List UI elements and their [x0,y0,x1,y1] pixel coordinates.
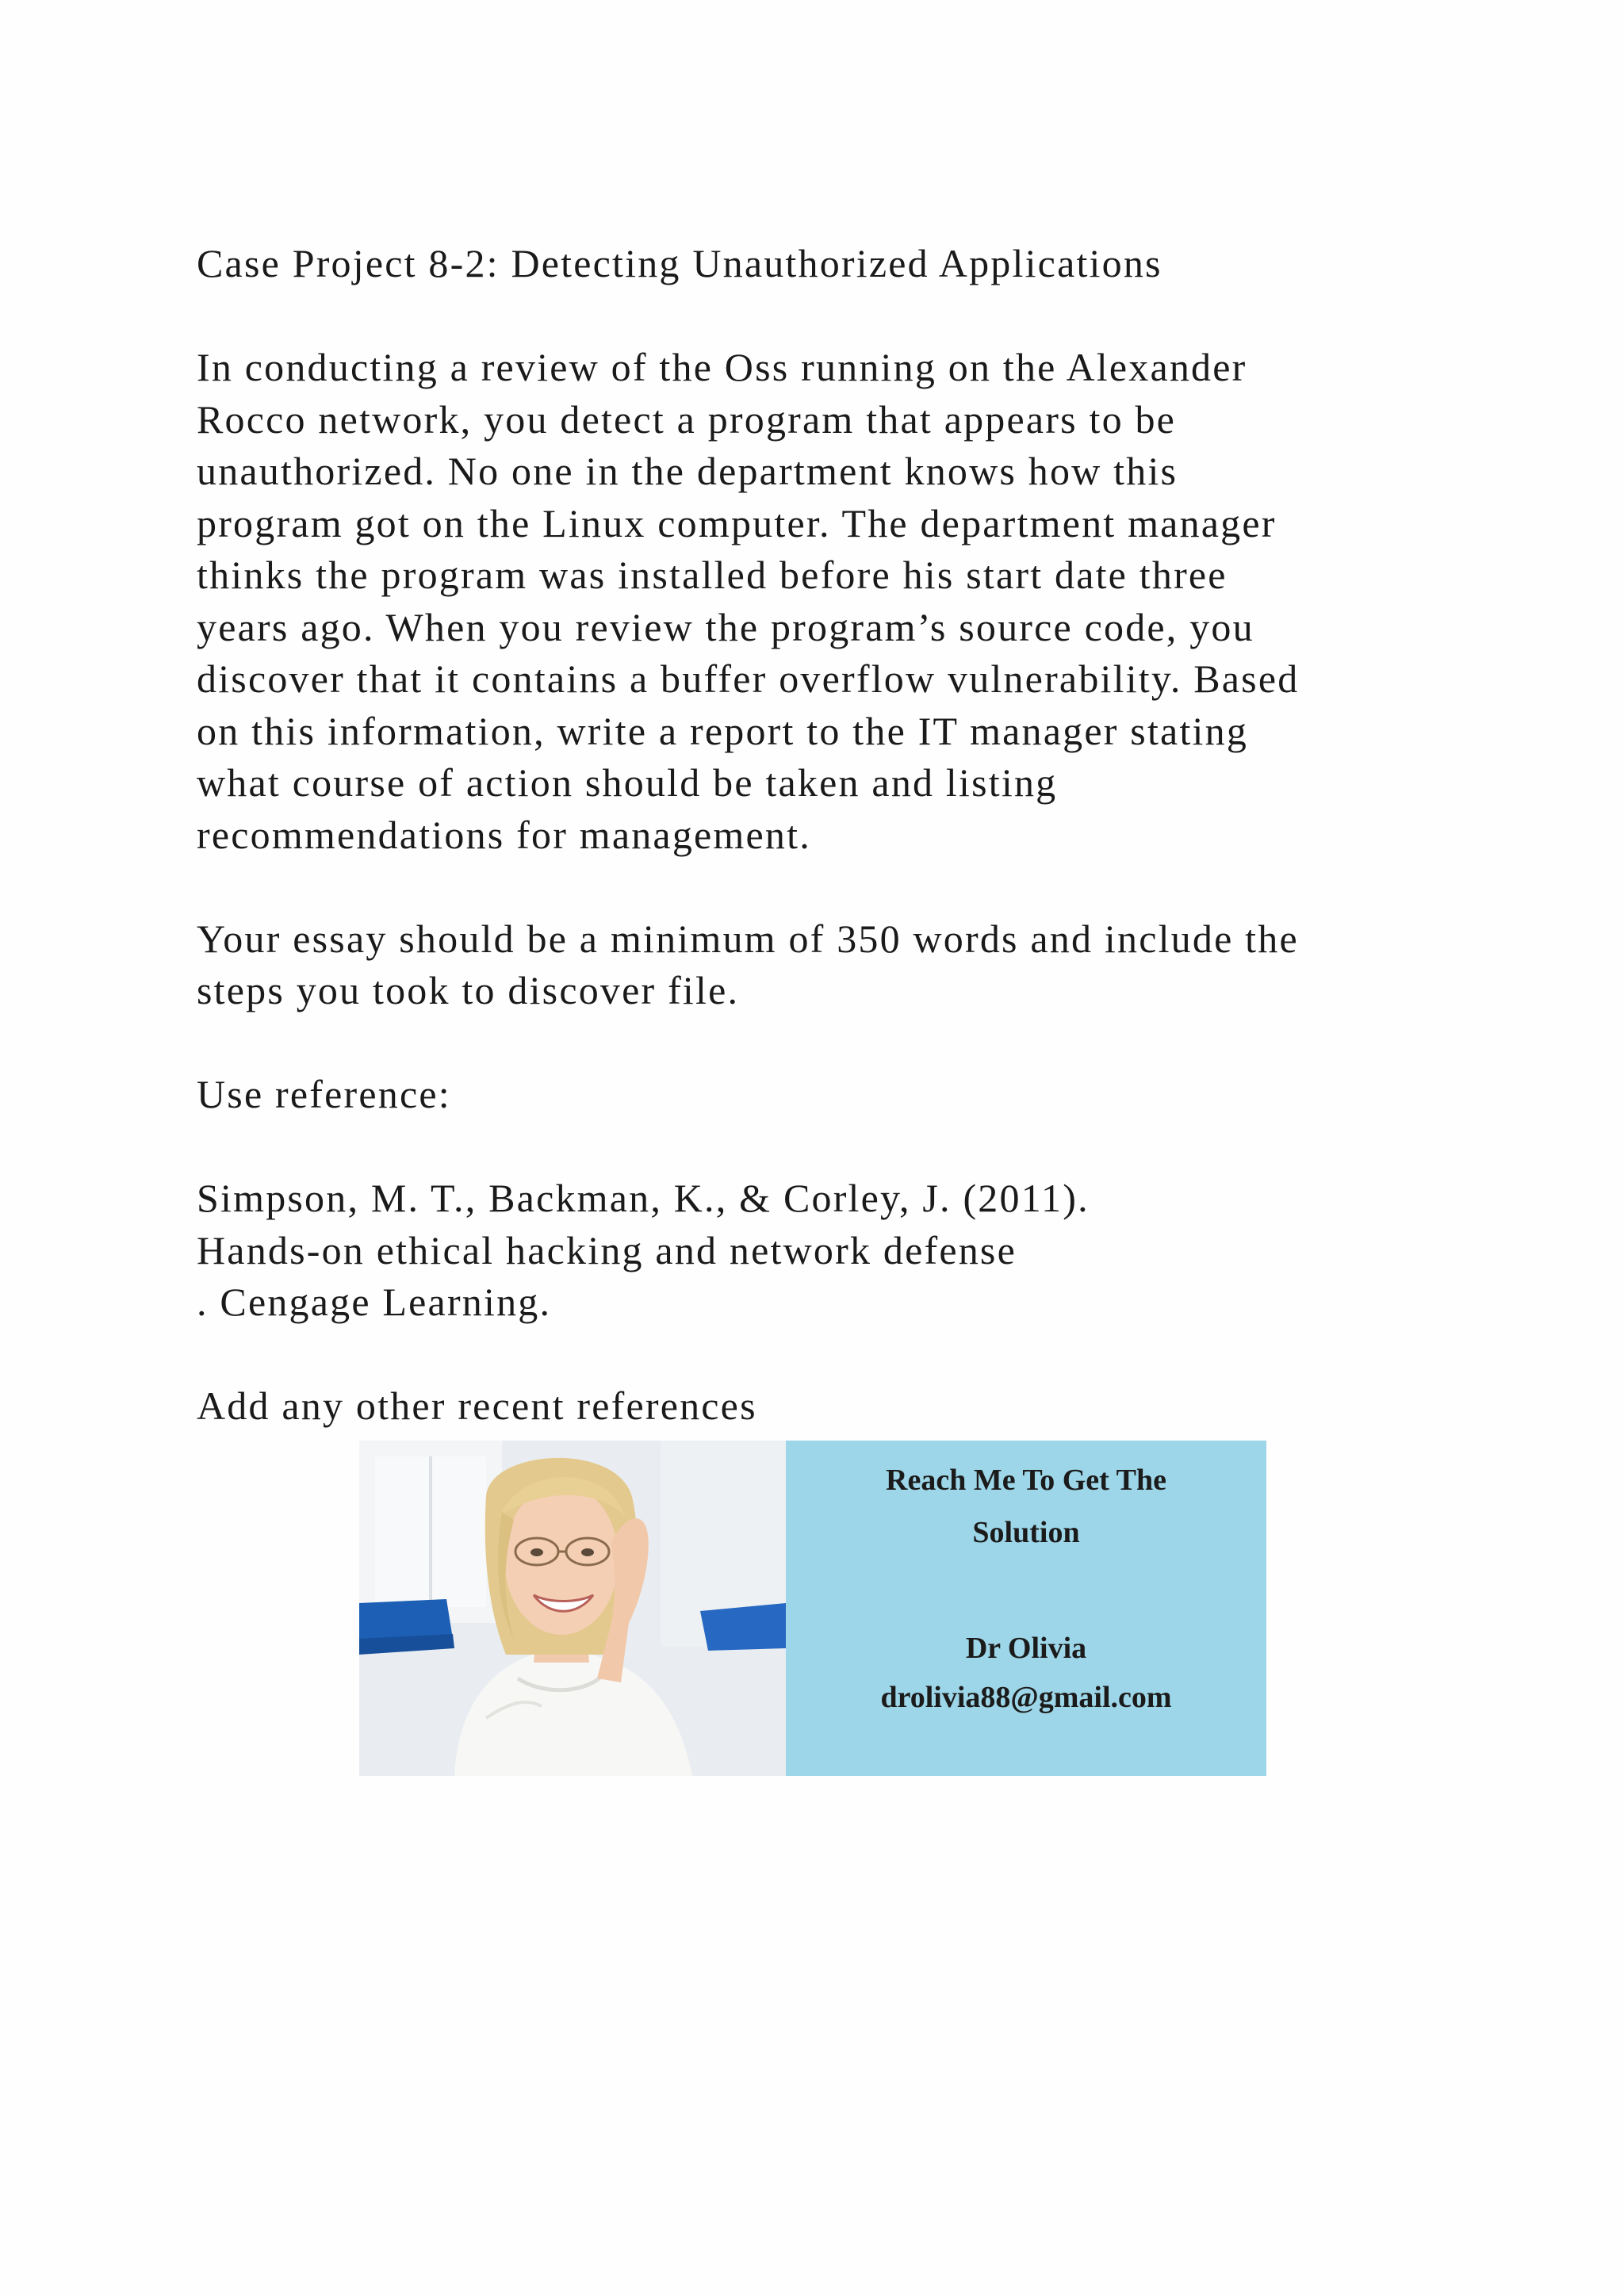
woman-photo [359,1441,786,1776]
closing-line: Add any other recent references [197,1383,757,1428]
paragraph-1-line: unauthorized. No one in the department knows how this [197,449,1178,493]
woman-illustration [359,1441,786,1776]
reference-line: Hands-on ethical hacking and network defense [197,1227,1017,1272]
contact-panel [786,1441,1266,1776]
reference-label: Use reference: [197,1072,451,1116]
paragraph-1-line: discover that it contains a buffer overflow vulnerability. Based [197,656,1300,701]
contact-name: Dr Olivia [965,1632,1087,1665]
reference-line: Simpson, M. T., Backman, K., & Corley, J. (2011). [197,1176,1090,1220]
paragraph-1-line: In conducting a review of the Oss running on the Alexander [197,345,1247,389]
contact-banner [359,1441,1266,1776]
paragraph-1-line: program got on the Linux computer. The department manager [197,500,1277,545]
paragraph-1-line: thinks the program was installed before his start date three [197,553,1228,597]
paragraph-1-line: Rocco network, you detect a program that appears to be [197,396,1177,442]
paragraph-2-line: Your essay should be a minimum of 350 words and include the [197,916,1299,961]
document-title: Case Project 8-2: Detecting Unauthorized Applications [197,241,1162,285]
banner-line-2: Solution [972,1516,1080,1549]
reference-line: . Cengage Learning. [197,1280,552,1324]
banner-line-1: Reach Me To Get The [886,1464,1166,1497]
document-body [197,238,1434,1433]
paragraph-1-line: years ago. When you review the program’s source code, you [197,604,1254,649]
paragraph-1-line: on this information, write a report to the IT manager stating [197,708,1249,753]
paragraph-2-line: steps you took to discover file. [197,968,740,1012]
contact-email[interactable]: drolivia88@gmail.com [880,1681,1172,1714]
paragraph-1-line: recommendations for management. [197,812,811,857]
paragraph-1-line: what course of action should be taken and listing [197,760,1058,805]
